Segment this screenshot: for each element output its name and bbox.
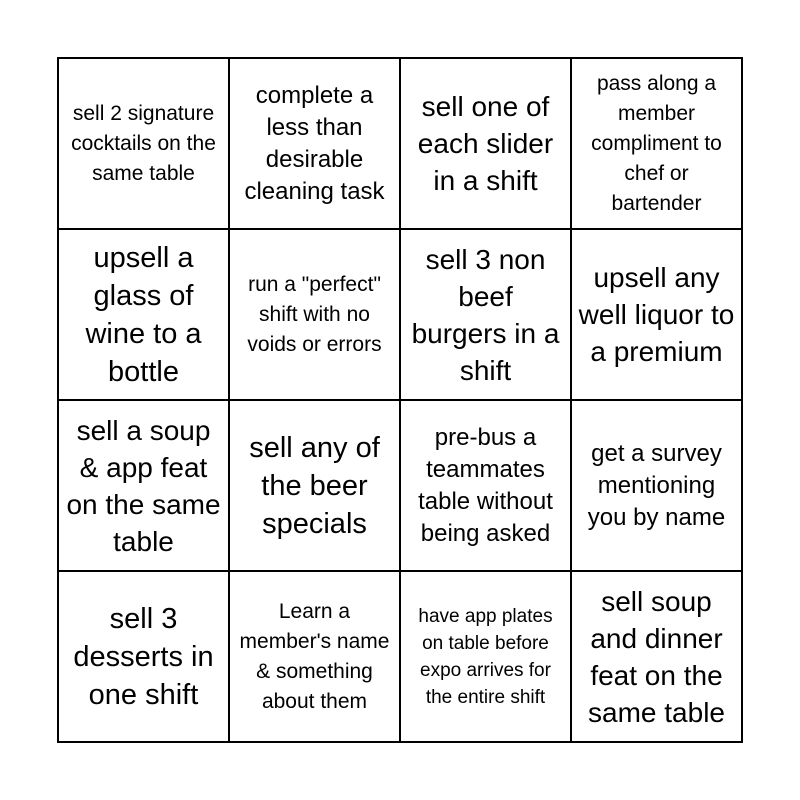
cell-text: pre-bus a teammates table without being asked	[418, 423, 553, 547]
cell-text: upsell a glass of wine to a bottle	[85, 241, 202, 388]
bingo-cell-r1c2[interactable]	[229, 58, 400, 229]
bingo-cell-r2c3[interactable]	[400, 229, 571, 400]
bingo-cell-r1c1[interactable]	[58, 58, 229, 229]
bingo-cell-r4c1[interactable]	[58, 571, 229, 742]
bingo-cell-r1c4[interactable]	[571, 58, 742, 229]
bingo-cell-r3c3[interactable]	[400, 400, 571, 571]
bingo-cell-r3c4[interactable]	[571, 400, 742, 571]
cell-text: sell soup and dinner feat on the same table	[588, 585, 725, 728]
bingo-cell-r1c3[interactable]	[400, 58, 571, 229]
bingo-cell-r4c3[interactable]	[400, 571, 571, 742]
bingo-board	[57, 57, 743, 743]
bingo-cell-r2c1[interactable]	[58, 229, 229, 400]
cell-text: pass along a member compliment to chef or bartender	[591, 71, 722, 215]
cell-text: run a "perfect" shift with no voids or errors	[247, 272, 382, 356]
cell-text: sell 2 signature cocktails on the same table	[71, 101, 216, 185]
cell-text: sell a soup & app feat on the same table	[66, 414, 221, 557]
cell-text: get a survey mentioning you by name	[587, 439, 726, 531]
cell-text: sell any of the beer specials	[249, 431, 380, 540]
bingo-cell-r4c2[interactable]	[229, 571, 400, 742]
bingo-cell-r2c2[interactable]	[229, 229, 400, 400]
cell-text: sell one of each slider in a shift	[417, 91, 554, 196]
cell-text: upsell any well liquor to a premium	[578, 262, 735, 367]
cell-text: Learn a member's name & something about them	[239, 599, 390, 713]
bingo-cell-r3c2[interactable]	[229, 400, 400, 571]
bingo-cell-r4c4[interactable]	[571, 571, 742, 742]
cell-text: have app plates on table before expo arrives for the entire shift	[418, 605, 553, 708]
bingo-cell-r2c4[interactable]	[571, 229, 742, 400]
cell-text: sell 3 non beef burgers in a shift	[411, 243, 560, 386]
cell-text: sell 3 desserts in one shift	[73, 602, 214, 711]
bingo-cell-r3c1[interactable]	[58, 400, 229, 571]
cell-text: complete a less than desirable cleaning task	[244, 81, 385, 205]
